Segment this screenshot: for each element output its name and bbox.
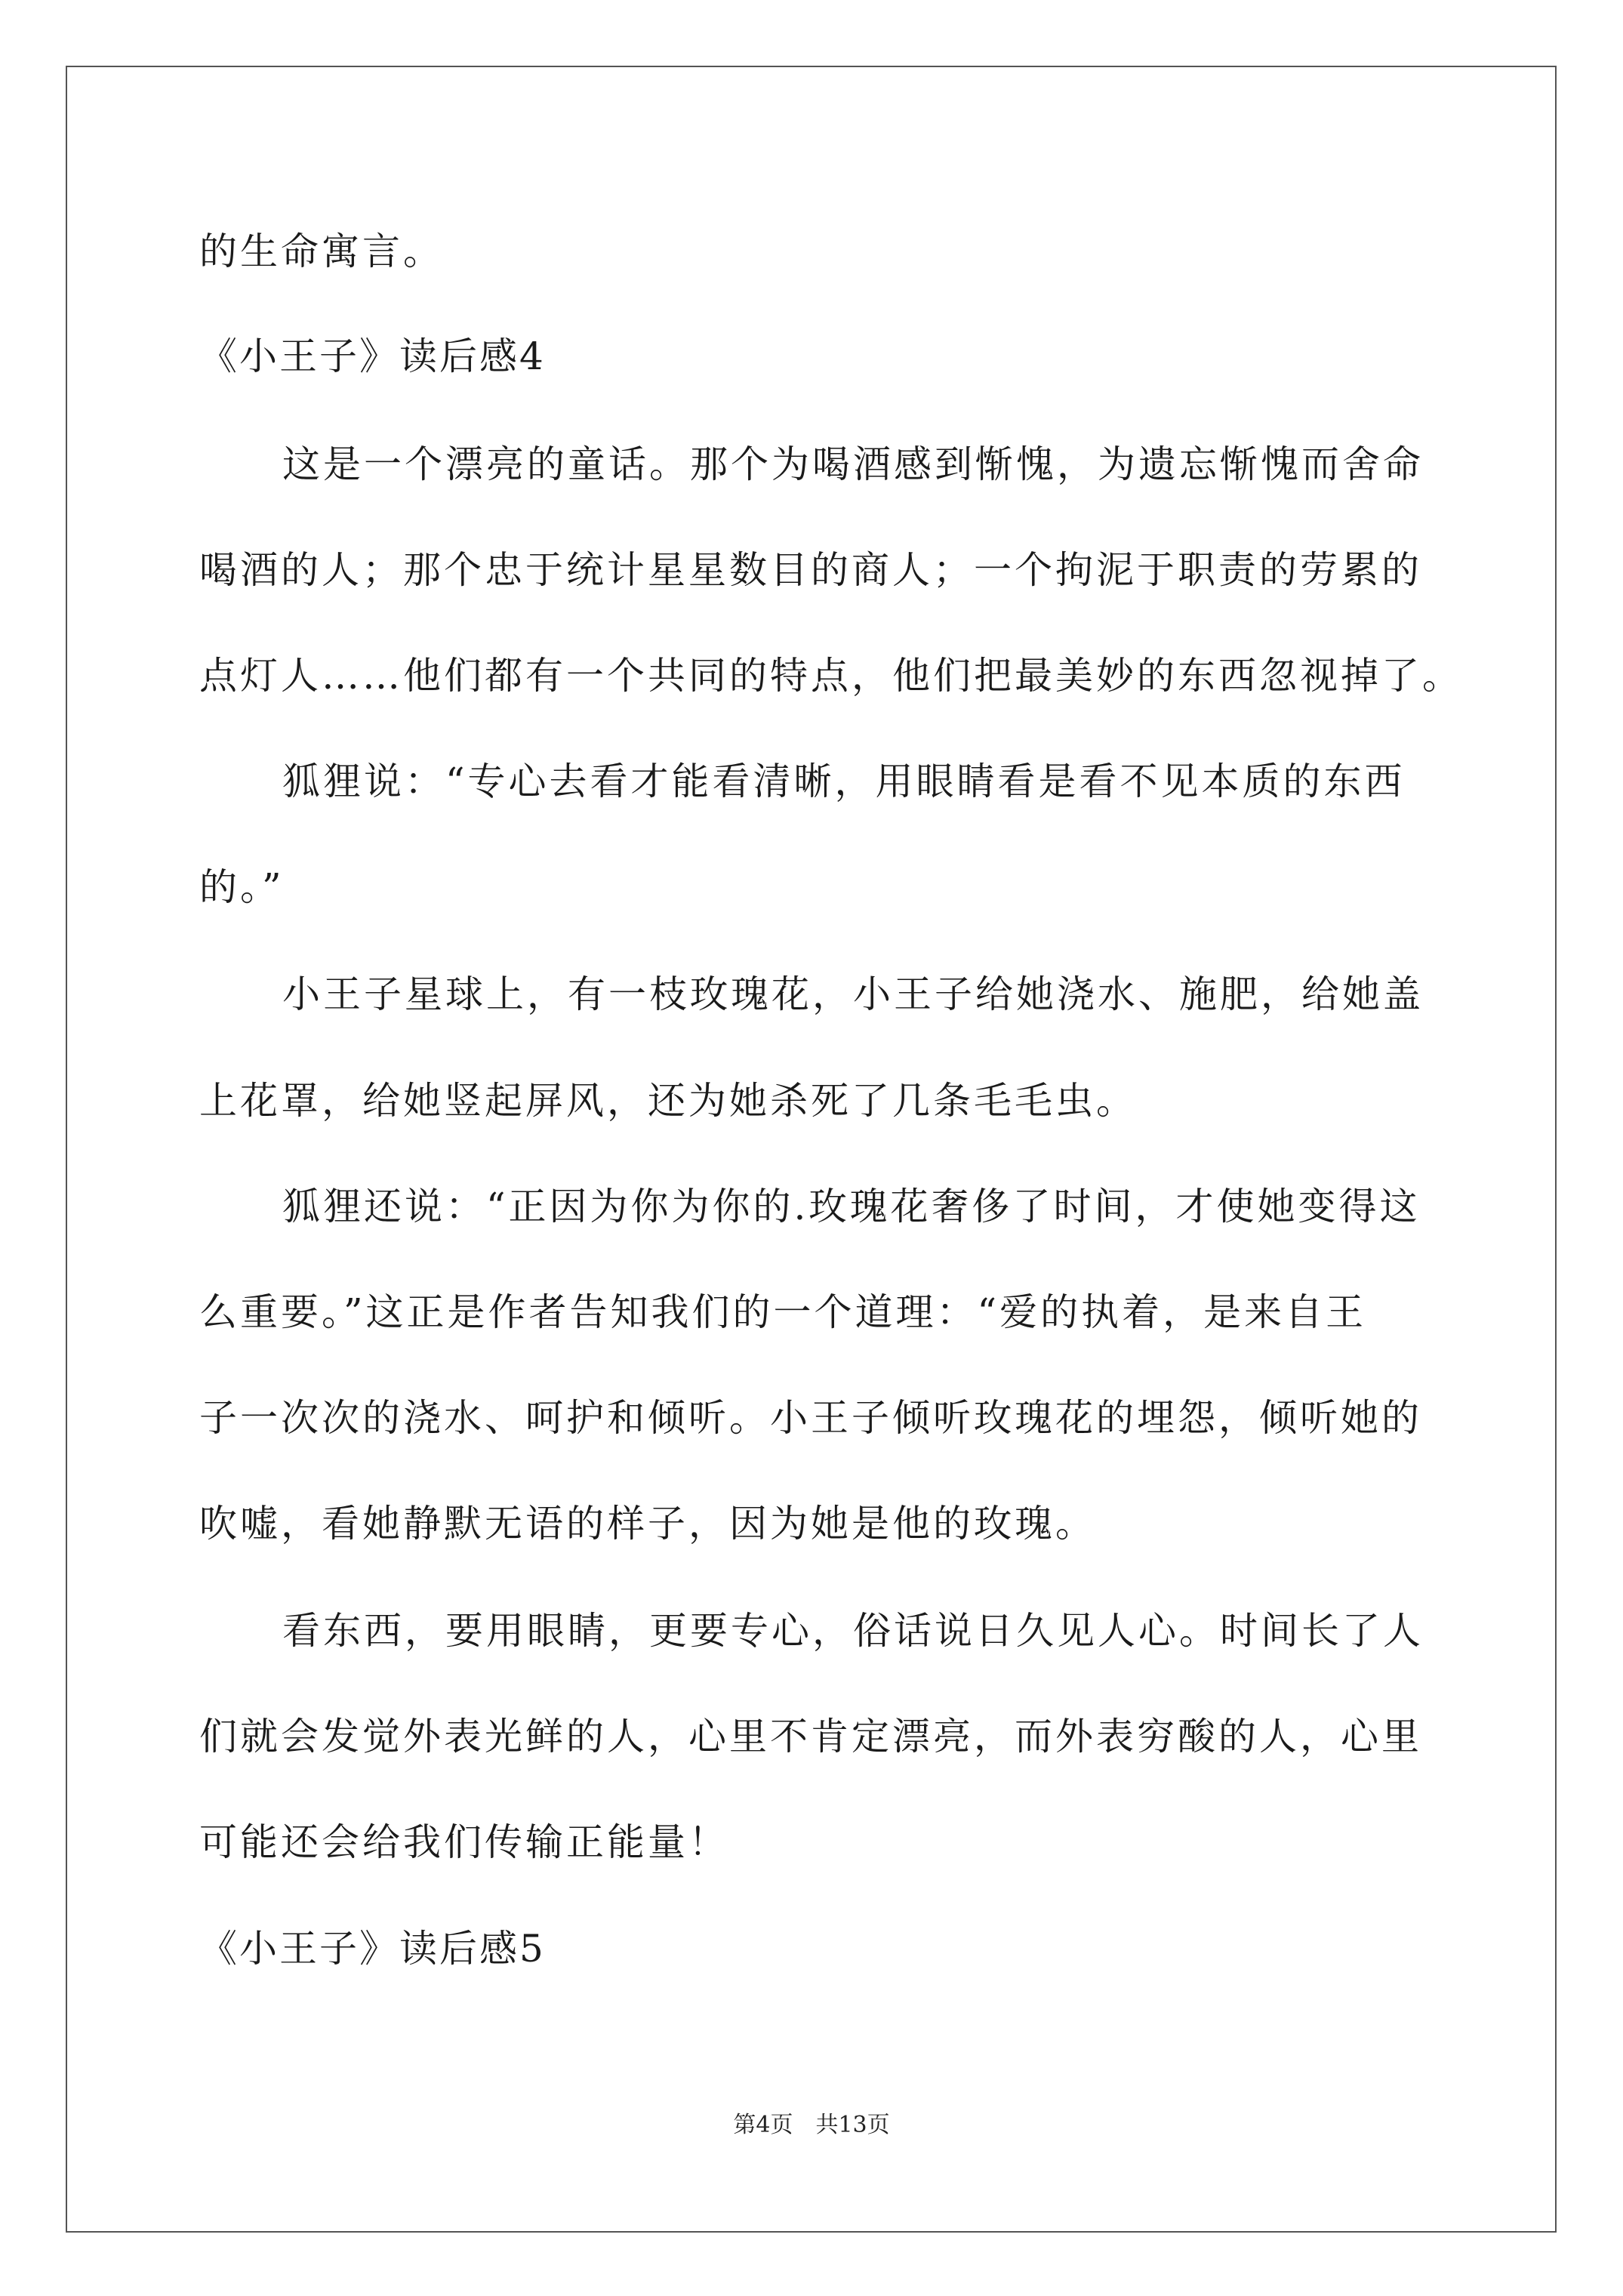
- paragraph-line: 的生命寓言。: [199, 230, 444, 273]
- paragraph-line: 的。”: [199, 865, 285, 909]
- paragraph-line: 狐狸还说：“正因为你为你的.玫瑰花奢侈了时间，才使她变得这: [282, 1185, 1421, 1228]
- paragraph-line: 们就会发觉外表光鲜的人，心里不肯定漂亮，而外表穷酸的人，心里: [199, 1715, 1422, 1758]
- paragraph-line: 这是一个漂亮的童话。那个为喝酒感到惭愧，为遗忘惭愧而舍命: [282, 442, 1424, 486]
- paragraph-line: 可能还会给我们传输正能量！: [199, 1820, 729, 1864]
- page-footer: 第4页 共13页: [733, 2112, 890, 2138]
- paragraph-line: 么重要。”这正是作者告知我们的一个道理：“爱的执着，是来自王: [199, 1290, 1367, 1334]
- paragraph-line: 点灯人……他们都有一个共同的特点，他们把最美妙的东西忽视掉了。: [199, 654, 1463, 698]
- section-heading: 《小王子》读后感4: [199, 334, 546, 378]
- page-frame: [66, 66, 1557, 2233]
- paragraph-line: 小王子星球上，有一枝玫瑰花，小王子给她浇水、施肥，给她盖: [282, 972, 1424, 1016]
- paragraph-line: 看东西，要用眼睛，更要专心，俗话说日久见人心。时间长了人: [282, 1609, 1424, 1653]
- paragraph-line: 吹嘘，看她静默无语的样子，因为她是他的玫瑰。: [199, 1502, 1096, 1546]
- paragraph-line: 狐狸说：“专心去看才能看清晰，用眼睛看是看不见本质的东西: [282, 760, 1406, 803]
- section-heading: 《小王子》读后感5: [199, 1927, 546, 1971]
- paragraph-line: 上花罩，给她竖起屏风，还为她杀死了几条毛毛虫。: [199, 1079, 1137, 1123]
- paragraph-line: 子一次次的浇水、呵护和倾听。小王子倾听玫瑰花的埋怨，倾听她的: [199, 1396, 1422, 1440]
- paragraph-line: 喝酒的人；那个忠于统计星星数目的商人；一个拘泥于职责的劳累的: [199, 548, 1422, 592]
